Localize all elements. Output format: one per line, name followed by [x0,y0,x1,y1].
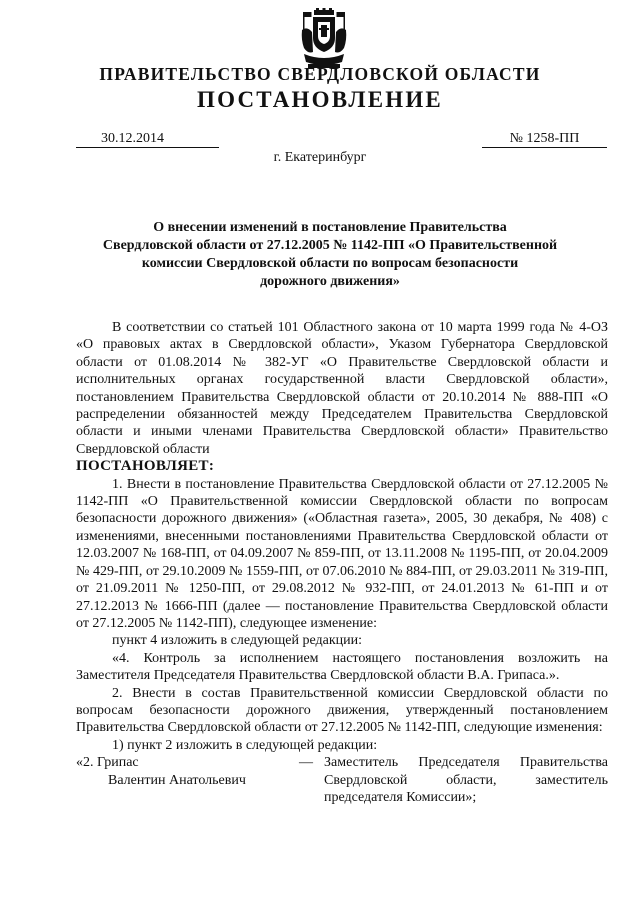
member-name-line: «2. Грипас [76,755,139,771]
resolves-heading: ПОСТАНОВЛЯЕТ: [76,458,215,475]
title-line: комиссии Свердловской области по вопросам безопасности [141,256,519,271]
item-2-paragraph: 2. Внести в состав Правительственной комиссии Свердловской области по вопросам безопасности дорожного движения, утвержденный постановлением Правительства Свердловской области от 27.12.2005 № 1142-ПП, следующие изменения: [76,685,608,736]
document-date: 30.12.2014 [76,131,219,148]
government-name: ПРАВИТЕЛЬСТВО СВЕРДЛОВСКОЙ ОБЛАСТИ [99,64,541,84]
preamble-paragraph: В соответствии со статьей 101 Областного закона от 10 марта 1999 года № 4-ОЗ «О правовых актах в Свердловской области», Указом Губернатора Свердловской области от 01.08.2014 № 382-УГ «О Правительстве Свердловской области и исполнительных органах государственной власти Свердловской области», постановлением Правительства Свердловской области от 20.10.2014 № 888-ПП «О распределении обязанностей между Председателем Правительства Свердловской области и иными членами Правительства Свердловской области» Правительство Свердловской области [76,320,608,457]
item-1-quote: «4. Контроль за исполнением настоящего постановления возложить на Заместителя Председателя Правительства Свердловской области В.А. Грипаса.». [76,650,608,684]
city: г. Екатеринбург [273,150,367,165]
document-type: ПОСТАНОВЛЕНИЕ [197,87,443,112]
document-title [95,219,565,291]
item-1-subparagraph: пункт 4 изложить в следующей редакции: [112,633,362,649]
member-name-line: Валентин Анатольевич [108,772,246,788]
title-line: О внесении изменений в постановление Правительства [153,220,507,235]
member-dash: — [299,755,313,771]
title-line: дорожного движения» [260,274,400,289]
document-body [76,319,608,808]
item-1-paragraph: 1. Внести в постановление Правительства Свердловской области от 27.12.2005 № 1142-ПП «О Правительственной комиссии Свердловской области по вопросам безопасности дорожного движения» («Областная газета», 2005, 30 декабря, № 408) с изменениями, внесенными постановлениями Правительства Свердловской области от 12.03.2007 № 168-ПП, от 04.09.2007 № 859-ПП, от 13.11.2008 № 1195-ПП, от 20.04.2009 № 429-ПП, от 29.10.2009 № 1559-ПП, от 07.06.2010 № 884-ПП, от 29.03.2011 № 319-ПП, от 21.09.2011 № 1250-ПП, от 29.08.2012 № 932-ПП, от 24.01.2013 № 61-ПП и от 27.12.2013 № 1666-ПП (далее — постановление Правительства Свердловской области от 27.12.2005 № 1142-ПП), следующее изменение: [76,476,608,631]
member-role: Заместитель Председателя Правительства Свердловской области, заместитель председателя Комиссии»; [324,755,608,805]
item-2-subparagraph: 1) пункт 2 изложить в следующей редакции: [112,737,378,753]
title-line: Свердловской области от 27.12.2005 № 1142-ПП «О Правительственной [102,238,558,253]
commission-member-row [76,754,608,808]
document-number: № 1258-ПП [482,131,607,148]
member-name [76,754,276,789]
coat-of-arms-emblem [298,8,350,70]
